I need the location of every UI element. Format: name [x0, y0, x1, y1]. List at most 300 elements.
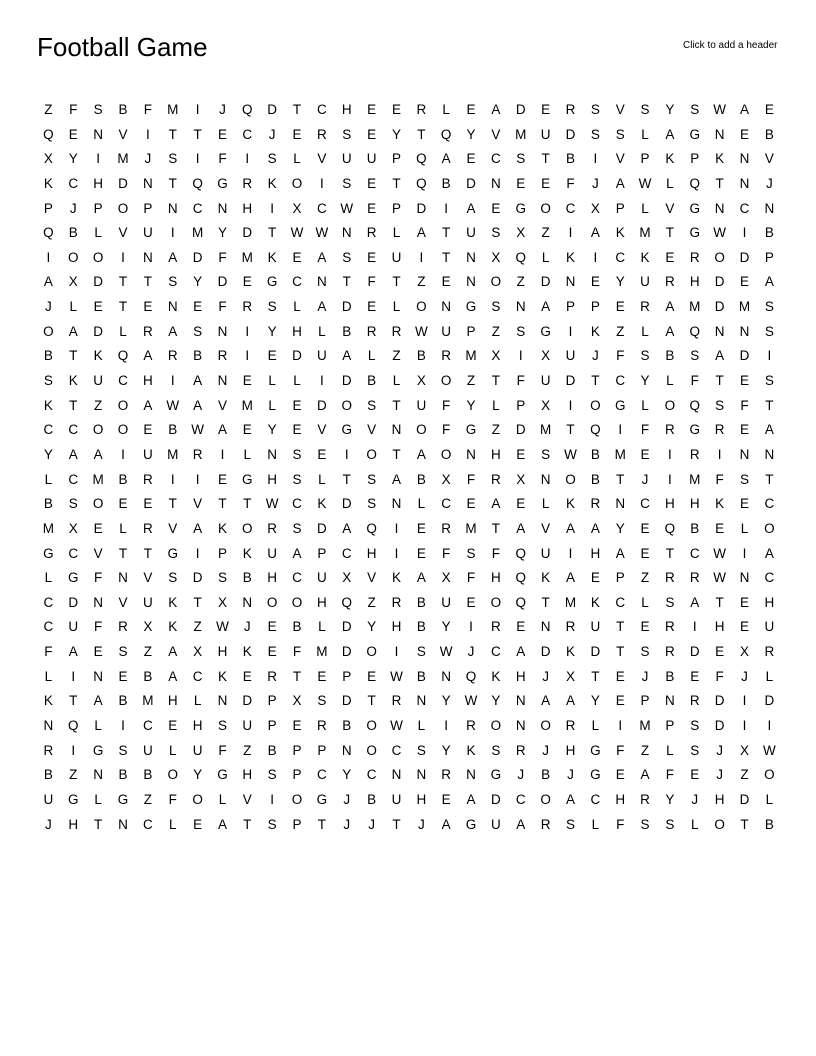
grid-letter: C [292, 496, 302, 512]
grid-letter: B [242, 570, 252, 586]
grid-letter: B [416, 668, 426, 684]
grid-letter: X [739, 742, 749, 758]
grid-letter: M [142, 693, 154, 709]
grid-letter: S [68, 496, 78, 512]
grid-letter: V [367, 422, 377, 438]
grid-letter: T [193, 594, 202, 610]
grid-letter: E [267, 348, 277, 364]
grid-letter: A [665, 323, 675, 339]
grid-letter: F [491, 545, 501, 561]
grid-letter: F [218, 249, 227, 265]
grid-letter: W [315, 225, 329, 241]
grid-letter: O [366, 742, 377, 758]
grid-letter: N [267, 446, 278, 462]
grid-letter: I [195, 102, 200, 117]
grid-letter: J [343, 791, 351, 807]
grid-letter: K [565, 496, 575, 512]
grid-letter: Z [367, 594, 376, 610]
grid-letter: A [491, 496, 501, 512]
grid-letter: L [417, 496, 426, 512]
grid-letter: W [713, 545, 726, 561]
grid-letter: S [193, 323, 203, 339]
grid-letter: F [367, 274, 376, 290]
grid-letter: S [690, 348, 700, 364]
grid-letter: K [217, 668, 227, 684]
grid-letter: I [145, 126, 150, 142]
grid-letter: A [615, 545, 625, 561]
grid-letter: N [739, 570, 750, 586]
grid-letter: N [118, 570, 128, 586]
grid-letter: C [317, 200, 327, 216]
grid-letter: S [93, 102, 103, 117]
grid-letter: G [689, 225, 701, 241]
grid-letter: J [69, 200, 77, 216]
grid-letter: T [168, 496, 177, 512]
grid-letter: L [541, 496, 550, 512]
grid-letter: I [394, 520, 399, 536]
grid-letter: I [593, 151, 598, 167]
grid-letter: P [590, 299, 600, 315]
grid-letter: M [639, 718, 651, 734]
grid-letter: P [640, 151, 650, 167]
grid-letter: X [441, 570, 451, 586]
grid-letter: D [341, 299, 352, 315]
grid-letter: R [366, 323, 377, 339]
grid-letter: N [739, 151, 750, 167]
grid-letter: Q [242, 102, 253, 117]
grid-letter: Q [590, 422, 601, 438]
grid-letter: Y [665, 102, 675, 117]
grid-letter: E [541, 102, 551, 117]
grid-letter: G [242, 471, 253, 487]
grid-letter: R [416, 102, 427, 117]
grid-letter: H [292, 323, 302, 339]
grid-letter: F [516, 373, 525, 389]
grid-letter: Z [466, 373, 476, 389]
grid-letter: V [118, 126, 128, 142]
grid-letter: P [217, 545, 227, 561]
grid-letter: I [220, 446, 225, 462]
grid-letter: G [540, 323, 551, 339]
grid-letter: N [317, 274, 327, 290]
grid-letter: K [168, 594, 178, 610]
grid-letter: R [689, 446, 700, 462]
grid-letter: K [267, 175, 277, 191]
grid-letter: Y [491, 693, 501, 709]
grid-letter: S [516, 151, 526, 167]
grid-letter: D [565, 126, 576, 142]
grid-letter: A [342, 348, 352, 364]
grid-letter: P [292, 816, 302, 832]
grid-letter: O [43, 323, 54, 339]
grid-letter: E [416, 520, 426, 536]
grid-letter: N [217, 693, 228, 709]
grid-letter: R [391, 693, 402, 709]
grid-letter: Y [342, 767, 352, 783]
grid-letter: O [714, 249, 725, 265]
grid-letter: Q [192, 175, 203, 191]
grid-letter: M [689, 471, 701, 487]
grid-letter: B [416, 348, 426, 364]
grid-letter: I [568, 323, 573, 339]
grid-letter: L [367, 348, 376, 364]
grid-letter: I [692, 619, 697, 635]
grid-letter: L [318, 471, 326, 487]
grid-letter: T [168, 175, 177, 191]
grid-letter: T [392, 274, 401, 290]
grid-letter: E [367, 299, 377, 315]
grid-letter: H [491, 446, 501, 462]
grid-letter: G [465, 422, 477, 438]
grid-letter: R [441, 348, 452, 364]
grid-letter: A [665, 299, 675, 315]
grid-letter: N [466, 767, 476, 783]
grid-letter: T [342, 471, 351, 487]
grid-letter: B [68, 225, 78, 241]
grid-letter: J [765, 175, 773, 191]
word-search-grid [36, 98, 786, 837]
grid-letter: N [441, 299, 452, 315]
grid-letter: S [292, 520, 302, 536]
grid-letter: T [616, 619, 625, 635]
grid-row [36, 221, 786, 246]
grid-letter: G [217, 175, 228, 191]
grid-letter: P [143, 200, 153, 216]
grid-letter: A [93, 446, 103, 462]
grid-row [36, 295, 786, 320]
grid-letter: A [516, 816, 526, 832]
grid-letter: N [167, 299, 178, 315]
grid-letter: B [764, 225, 774, 241]
grid-letter: T [715, 175, 724, 191]
grid-letter: C [192, 200, 203, 216]
grid-letter: B [118, 102, 128, 117]
grid-row [36, 665, 786, 690]
grid-letter: E [217, 126, 227, 142]
grid-letter: E [541, 175, 551, 191]
grid-letter: I [668, 471, 672, 487]
grid-letter: T [491, 373, 501, 389]
grid-letter: Q [416, 175, 427, 191]
grid-letter: C [764, 570, 775, 586]
grid-letter: E [193, 816, 203, 832]
grid-letter: L [591, 816, 600, 832]
grid-letter: W [464, 693, 478, 709]
grid-letter: I [593, 249, 598, 265]
grid-letter: O [764, 767, 775, 783]
grid-letter: B [143, 668, 153, 684]
grid-letter: A [739, 102, 749, 117]
grid-letter: G [266, 274, 278, 290]
grid-letter: U [565, 348, 576, 364]
grid-letter: W [216, 619, 229, 635]
grid-letter: I [518, 348, 523, 364]
grid-letter: E [292, 397, 302, 413]
grid-letter: F [665, 767, 675, 783]
grid-letter: Z [491, 422, 501, 438]
grid-letter: I [394, 644, 399, 660]
grid-letter: B [143, 767, 153, 783]
grid-letter: O [490, 594, 502, 610]
grid-letter: H [192, 718, 203, 734]
grid-letter: N [416, 693, 427, 709]
grid-letter: S [342, 175, 352, 191]
grid-letter: B [541, 767, 551, 783]
grid-letter: A [168, 323, 178, 339]
grid-letter: H [267, 570, 278, 586]
grid-letter: D [242, 693, 253, 709]
grid-letter: L [740, 520, 749, 536]
grid-letter: Q [689, 397, 701, 413]
grid-letter: L [218, 791, 227, 807]
grid-letter: N [142, 175, 153, 191]
grid-letter: G [590, 742, 601, 758]
grid-letter: E [690, 668, 700, 684]
grid-letter: C [43, 422, 54, 438]
grid-letter: S [665, 594, 675, 610]
grid-letter: M [539, 422, 552, 438]
grid-letter: V [665, 200, 675, 216]
grid-letter: U [366, 151, 377, 167]
grid-row [36, 640, 786, 665]
grid-letter: K [217, 520, 227, 536]
grid-letter: P [292, 742, 302, 758]
grid-letter: H [317, 594, 327, 610]
grid-letter: G [689, 422, 701, 438]
grid-letter: L [119, 323, 127, 339]
grid-letter: O [664, 397, 676, 413]
grid-letter: A [93, 693, 103, 709]
grid-letter: E [764, 102, 774, 117]
grid-letter: I [195, 151, 200, 167]
grid-letter: D [714, 274, 725, 290]
grid-letter: N [714, 200, 725, 216]
grid-letter: R [665, 644, 675, 660]
grid-letter: G [68, 570, 79, 586]
grid-letter: D [540, 274, 551, 290]
grid-letter: E [217, 471, 227, 487]
grid-letter: A [391, 471, 401, 487]
grid-letter: U [317, 570, 327, 586]
grid-letter: X [491, 348, 501, 364]
grid-letter: Y [43, 446, 53, 462]
grid-letter: P [466, 323, 476, 339]
grid-letter: K [242, 644, 252, 660]
grid-letter: P [267, 693, 277, 709]
grid-letter: M [167, 102, 179, 117]
grid-letter: S [292, 471, 302, 487]
grid-letter: N [93, 594, 104, 610]
grid-letter: I [767, 348, 772, 364]
grid-letter: R [391, 594, 402, 610]
grid-letter: I [245, 348, 250, 364]
grid-letter: I [767, 718, 772, 734]
grid-letter: T [69, 693, 78, 709]
grid-letter: L [392, 373, 401, 389]
grid-letter: I [742, 718, 747, 734]
grid-letter: X [193, 644, 203, 660]
grid-letter: W [762, 742, 776, 758]
grid-letter: D [540, 644, 551, 660]
grid-letter: S [690, 718, 700, 734]
grid-letter: L [94, 718, 102, 734]
grid-letter: F [292, 644, 302, 660]
grid-letter: S [640, 816, 650, 832]
grid-letter: E [739, 619, 749, 635]
grid-letter: S [590, 102, 600, 117]
grid-letter: U [142, 225, 153, 241]
grid-letter: S [640, 348, 650, 364]
grid-letter: E [317, 668, 327, 684]
grid-letter: C [43, 594, 54, 610]
grid-letter: R [317, 718, 327, 734]
grid-letter: L [44, 471, 53, 487]
grid-letter: O [440, 373, 452, 389]
grid-letter: F [616, 348, 625, 364]
grid-letter: T [292, 102, 302, 117]
grid-letter: M [515, 126, 527, 142]
grid-letter: N [416, 767, 427, 783]
grid-letter: H [391, 619, 402, 635]
grid-letter: F [466, 471, 476, 487]
grid-letter: E [615, 767, 625, 783]
grid-letter: T [317, 816, 326, 832]
grid-letter: H [689, 496, 700, 512]
grid-letter: S [491, 742, 501, 758]
grid-row [36, 369, 786, 394]
grid-letter: D [317, 397, 327, 413]
grid-letter: A [441, 816, 451, 832]
grid-letter: S [615, 126, 625, 142]
grid-letter: S [690, 102, 700, 117]
grid-letter: R [689, 249, 700, 265]
grid-letter: R [665, 274, 675, 290]
grid-letter: T [491, 520, 501, 536]
grid-letter: E [615, 668, 625, 684]
grid-row [36, 98, 786, 123]
grid-letter: J [641, 471, 649, 487]
grid-letter: E [640, 520, 650, 536]
grid-letter: X [292, 200, 302, 216]
grid-letter: D [341, 619, 352, 635]
grid-letter: E [640, 619, 650, 635]
grid-letter: R [118, 619, 128, 635]
grid-letter: V [143, 570, 153, 586]
grid-row [36, 542, 786, 567]
grid-letter: N [118, 816, 128, 832]
grid-letter: E [441, 274, 451, 290]
grid-letter: P [292, 767, 302, 783]
grid-letter: L [293, 373, 301, 389]
grid-letter: G [117, 791, 129, 807]
grid-letter: I [320, 373, 324, 389]
grid-letter: A [217, 816, 227, 832]
grid-letter: L [318, 619, 326, 635]
grid-letter: J [716, 767, 723, 783]
grid-letter: Y [193, 274, 203, 290]
grid-letter: X [590, 200, 600, 216]
grid-letter: L [168, 816, 177, 832]
grid-letter: J [542, 668, 549, 684]
grid-letter: P [267, 718, 277, 734]
grid-letter: T [143, 545, 152, 561]
grid-letter: U [491, 816, 501, 832]
grid-letter: E [739, 594, 749, 610]
grid-letter: R [217, 348, 228, 364]
grid-letter: U [540, 126, 551, 142]
grid-letter: I [121, 718, 125, 734]
grid-letter: O [291, 175, 303, 191]
grid-letter: B [168, 422, 178, 438]
grid-letter: R [491, 471, 501, 487]
grid-letter: I [71, 668, 76, 684]
grid-letter: A [292, 545, 302, 561]
grid-letter: U [43, 791, 54, 807]
grid-letter: C [192, 668, 203, 684]
grid-letter: M [465, 348, 477, 364]
grid-letter: C [142, 718, 153, 734]
grid-letter: H [714, 791, 725, 807]
grid-letter: O [92, 422, 104, 438]
grid-letter: I [245, 151, 250, 167]
grid-letter: E [590, 274, 600, 290]
grid-letter: R [441, 520, 452, 536]
grid-letter: C [615, 373, 626, 389]
grid-letter: L [243, 446, 252, 462]
grid-letter: E [640, 446, 650, 462]
grid-letter: G [465, 299, 477, 315]
grid-letter: Z [44, 102, 53, 117]
grid-letter: P [565, 299, 575, 315]
grid-letter: U [341, 151, 352, 167]
grid-letter: U [391, 791, 402, 807]
grid-letter: A [690, 594, 700, 610]
grid-letter: B [590, 471, 600, 487]
grid-letter: C [242, 126, 253, 142]
grid-letter: R [242, 175, 253, 191]
grid-letter: W [191, 422, 204, 438]
grid-letter: L [641, 397, 649, 413]
grid-letter: A [68, 323, 78, 339]
grid-row [36, 344, 786, 369]
grid-letter: T [69, 397, 78, 413]
grid-letter: T [715, 594, 724, 610]
grid-letter: E [242, 274, 252, 290]
grid-letter: T [168, 126, 177, 142]
grid-letter: T [367, 693, 376, 709]
grid-letter: E [367, 249, 377, 265]
grid-letter: L [765, 668, 774, 684]
grid-letter: E [516, 619, 526, 635]
grid-letter: I [344, 446, 349, 462]
grid-letter: B [665, 348, 675, 364]
add-header-placeholder[interactable]: Click to add a header [683, 40, 778, 51]
grid-letter: S [416, 644, 426, 660]
grid-letter: P [764, 249, 774, 265]
grid-letter: L [591, 718, 600, 734]
grid-letter: I [170, 471, 175, 487]
grid-letter: E [93, 644, 103, 660]
grid-letter: R [43, 742, 54, 758]
grid-letter: U [142, 594, 153, 610]
grid-letter: E [168, 718, 178, 734]
grid-letter: G [68, 791, 79, 807]
grid-letter: H [217, 644, 228, 660]
grid-letter: R [590, 496, 601, 512]
grid-letter: R [267, 520, 278, 536]
grid-letter: T [392, 175, 401, 191]
grid-letter: N [217, 373, 228, 389]
